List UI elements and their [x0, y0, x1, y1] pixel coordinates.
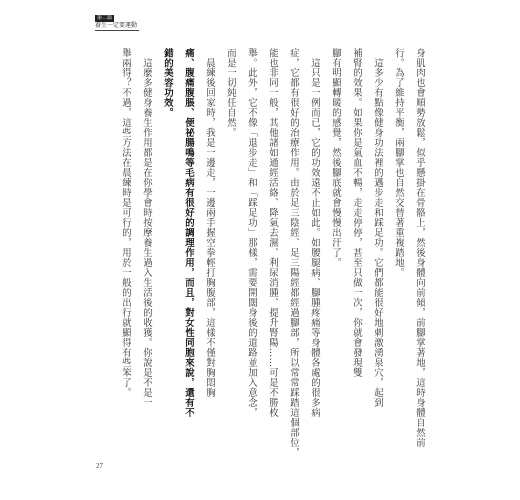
text-column: 身肌肉也會順勢放鬆，似乎懸掛在骨骼上，然後身體向前傾，前腳掌著地，這時身體自然前 — [414, 48, 425, 448]
text-column: 腳有明顯轉暖的感覺，然後腳底就會慢慢出汗了。 — [330, 48, 341, 268]
chapter-number: 第二篇 — [97, 15, 113, 21]
text-column: 症，它都有很好的治療作用。由於足三陰經、足三陽經都經過腳部，所以常常踩踏這個部位， — [288, 48, 299, 458]
text-column: 舉。此外，它不像「退步走」和「踩足功」那樣，需要開闊身後的道路並加入意念， — [246, 48, 257, 418]
text-column: 這多少有點像健身功法裡的邁步走和踩足功。它們都能很好地刺激湧泉穴，起到 — [372, 48, 383, 408]
text-column: 這只是一例而已，它的功效遠不止如此。如腰腿病、腳腫疼痛等身體各處的很多病 — [309, 48, 320, 418]
text-column: 而是一切純任自然。 — [225, 48, 236, 138]
chapter-header — [95, 14, 139, 31]
text-column: 這麼多健身養生作用都是在你學會時按摩養生過入生活後的收獲。你說是不是一 — [141, 48, 152, 408]
chapter-title: 養生一定要運動 — [95, 22, 138, 29]
text-column: 行。為了維持平衡，兩腳掌也自然交替著重複踏地。 — [393, 48, 404, 278]
text-column: 晨練後回家時，我是一邊走，一邊兩手握空拳輕打胸腹部，這樣不僅對胸悶胸 — [204, 48, 215, 398]
text-column-bold: 痛、腹痛腹脹、便祕腸鳴等毛病有很好的調理作用，而且，對女性同胞來說，還有不 — [183, 48, 194, 418]
text-column-bold: 錯的美容功效。 — [162, 48, 173, 118]
text-column: 補腎的效果。如果你是氣血不暢，走走停停，甚至只做一次，你就會發現雙 — [351, 48, 362, 378]
body-text — [115, 48, 430, 480]
page-number: 27 — [96, 462, 103, 470]
text-column: 能也非同一般，其他諸如通經活絡、降氣去濕、利尿消腫、提升腎陽……可是不勝枚 — [267, 48, 278, 418]
text-column: 舉兩得？不過，這些方法在晨練時是可行的，用於一般的出行就顯得有些笨了。 — [120, 48, 131, 398]
